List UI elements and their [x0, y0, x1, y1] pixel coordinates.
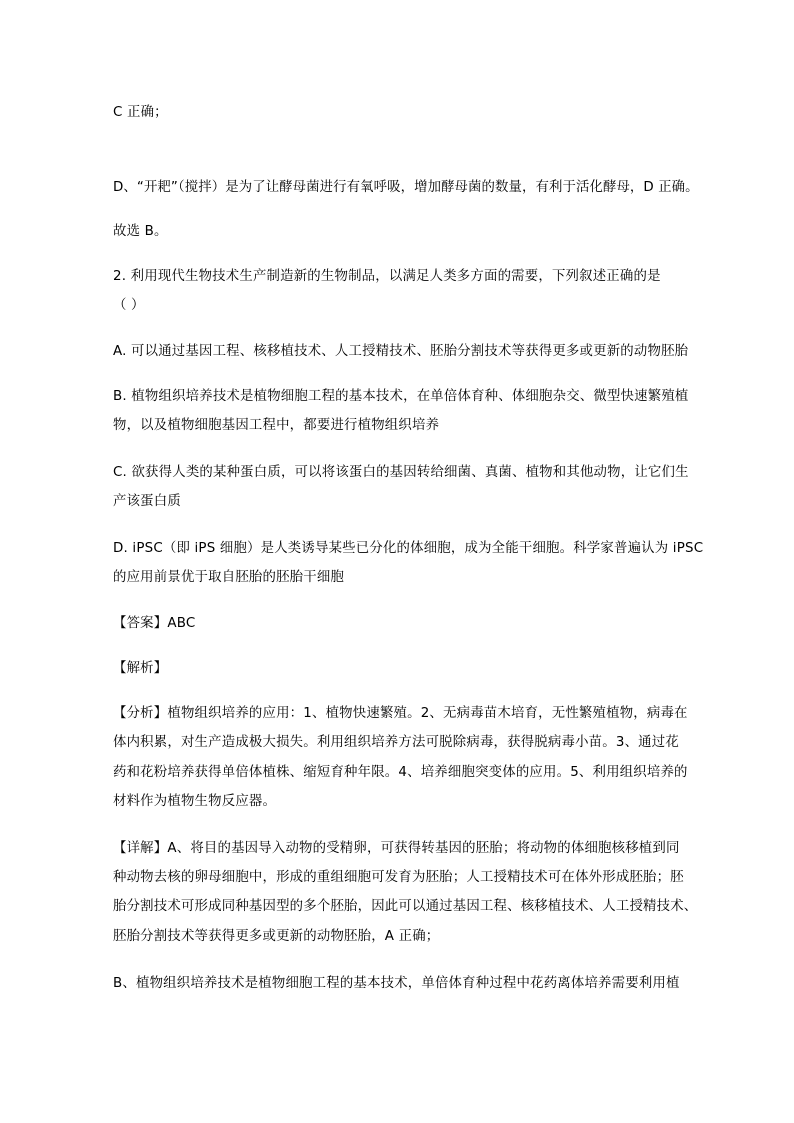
question-2-stem: 2. 利用现代生物技术生产制造新的生物制品，以满足人类多方面的需要，下列叙述正确的是	[113, 269, 661, 284]
option-b-line-1: B. 植物组织培养技术是植物细胞工程的基本技术，在单倍体育种、体细胞杂交、微型快速繁殖植	[113, 389, 689, 404]
detail-line-2: 种动物去核的卵母细胞中，形成的重组细胞可发育为胚胎；人工授精技术可在体外形成胚胎；胚	[113, 870, 684, 885]
analysis-heading: 【解析】	[113, 661, 168, 676]
analysis-line-4: 材料作为植物生物反应器。	[113, 794, 277, 809]
analysis-line-1: 【分析】植物组织培养的应用：1、植物快速繁殖。2、无病毒苗木培育，无性繁殖植物，病毒在	[113, 706, 688, 721]
analysis-line-2: 体内积累，对生产造成极大损失。利用组织培养方法可脱除病毒，获得脱病毒小苗。3、通过花	[113, 735, 679, 750]
text-line-choose-b: 故选 B。	[113, 224, 168, 239]
detail-line-1: 【详解】A、将目的基因导入动物的受精卵，可获得转基因的胚胎；将动物的体细胞核移植到同	[113, 841, 680, 856]
text-line-c-correct: C 正确；	[113, 105, 168, 120]
option-c-line-1: C. 欲获得人类的某种蛋白质，可以将该蛋白的基因转给细菌、真菌、植物和其他动物，让它们生	[113, 465, 689, 480]
option-d-line-1: D. iPSC（即 iPS 细胞）是人类诱导某些已分化的体细胞，成为全能干细胞。科学家普遍认为 iPSC	[113, 541, 704, 556]
text-line-option-d: D、“开耙”（搅拌）是为了让酵母菌进行有氧呼吸，增加酵母菌的数量，有利于活化酵母，D 正确。	[113, 180, 699, 195]
analysis-line-3: 药和花粉培养获得单倍体植株、缩短育种年限。4、培养细胞突变体的应用。5、利用组织培养的	[113, 765, 688, 780]
detail-line-4: 胚胎分割技术等获得更多或更新的动物胚胎，A 正确；	[113, 929, 440, 944]
option-a: A. 可以通过基因工程、核移植技术、人工授精技术、胚胎分割技术等获得更多或更新的动物胚胎	[113, 344, 689, 359]
option-b-line-2: 物，以及植物细胞基因工程中，都要进行植物组织培养	[113, 418, 440, 433]
detail-line-3: 胎分割技术可形成同种基因型的多个胚胎，因此可以通过基因工程、核移植技术、人工授精技术、	[113, 899, 698, 914]
option-d-line-2: 的应用前景优于取自胚胎的胚胎干细胞	[113, 570, 345, 585]
option-c-line-2: 产该蛋白质	[113, 494, 181, 509]
question-2-blank: （ ）	[113, 298, 145, 313]
detail-line-5: B、植物组织培养技术是植物细胞工程的基本技术，单倍体育种过程中花药离体培养需要利用植	[113, 976, 680, 991]
answer-label: 【答案】ABC	[113, 616, 196, 631]
